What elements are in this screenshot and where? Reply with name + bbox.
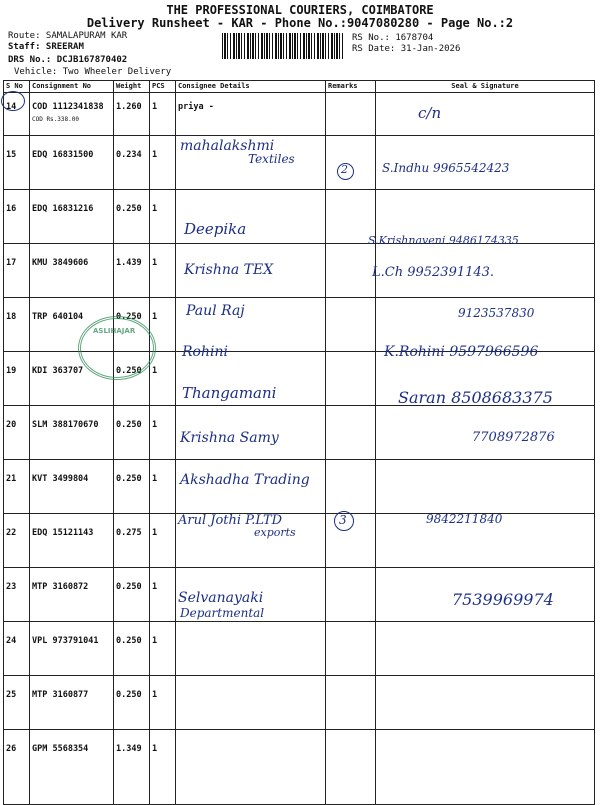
row-weight: 0.234 — [114, 136, 150, 190]
row-pcs: 1 — [150, 244, 176, 298]
vehicle-label: Vehicle: Two Wheeler Delivery — [14, 67, 172, 77]
row-pcs: 1 — [150, 676, 176, 730]
row-weight: 0.250 — [114, 568, 150, 622]
handwritten-name-20: Rohini — [182, 344, 228, 360]
handwritten-name-15b: Textiles — [248, 152, 295, 166]
stamp-text: ASLIHAJAR — [93, 327, 136, 335]
row-consignment: TRP 640104 — [30, 298, 114, 352]
signature-19: 9123537830 — [458, 306, 535, 320]
row-pcs: 1 — [150, 136, 176, 190]
handwritten-name-15: mahalakshmi — [180, 138, 275, 154]
handwritten-name-23: Akshadha Trading — [180, 472, 310, 488]
row-remarks — [326, 244, 376, 298]
row-remarks — [326, 460, 376, 514]
row-consignment: KVT 3499804 — [30, 460, 114, 514]
handwritten-name-26: Selvanayaki — [178, 590, 264, 606]
handwritten-name-24: Arul Jothi P.LTD — [178, 513, 283, 528]
signature-14: c/n — [418, 104, 442, 122]
table-row — [4, 514, 595, 568]
row-sno: 25 — [4, 676, 30, 730]
row-remarks — [326, 406, 376, 460]
row-consignment: MTP 3160872 — [30, 568, 114, 622]
row-sno: 19 — [4, 352, 30, 406]
row-signature — [376, 622, 595, 676]
row-weight: 1.260 — [114, 93, 150, 136]
row-sno: 23 — [4, 568, 30, 622]
signature-18: L.Ch 9952391143. — [372, 265, 495, 280]
row-sno: 21 — [4, 460, 30, 514]
row-pcs: 1 — [150, 406, 176, 460]
row-weight: 1.349 — [114, 730, 150, 805]
row-pcs: 1 — [150, 298, 176, 352]
row-weight: 0.250 — [114, 352, 150, 406]
row-signature — [376, 460, 595, 514]
row-remarks — [326, 352, 376, 406]
table-row — [4, 244, 595, 298]
signature-21: Saran 8508683375 — [398, 388, 553, 407]
barcode-image — [222, 33, 345, 59]
row-consignee: priya - — [176, 93, 326, 136]
remark-24: 3 — [339, 513, 347, 527]
handwritten-name-21: Thangamani — [182, 384, 277, 402]
drs-number: DRS No.: DCJB167870402 — [8, 55, 128, 65]
row-consignment: EDQ 16831216 — [30, 190, 114, 244]
table-row — [4, 93, 595, 136]
col-remarks: Remarks — [326, 81, 376, 93]
col-pcs: PCS — [150, 81, 176, 93]
table-row — [4, 730, 595, 805]
row-consignment: KMU 3849606 — [30, 244, 114, 298]
staff-label: Staff: SREERAM — [8, 42, 84, 52]
row-remarks — [326, 622, 376, 676]
handwritten-name-26b: Departmental — [180, 606, 265, 620]
route-label: Route: SAMALAPURAM KAR — [8, 31, 128, 41]
row-remarks — [326, 730, 376, 805]
company-seal — [78, 316, 156, 380]
row-remarks — [326, 136, 376, 190]
row-weight: 0.250 — [114, 622, 150, 676]
handwritten-name-17: Deepika — [184, 220, 247, 238]
row-consignment: GPM 5568354 — [30, 730, 114, 805]
handwritten-name-24b: exports — [254, 526, 296, 539]
row-pcs: 1 — [150, 190, 176, 244]
row-sno: 15 — [4, 136, 30, 190]
row-weight: 0.250 — [114, 406, 150, 460]
handwritten-name-22: Krishna Samy — [180, 430, 279, 446]
handwritten-name-19: Paul Raj — [186, 303, 245, 319]
col-sno: S No — [4, 81, 30, 93]
row-sno: 24 — [4, 622, 30, 676]
row-sno: 14 — [4, 93, 30, 136]
row-sno: 26 — [4, 730, 30, 805]
row-weight: 0.275 — [114, 514, 150, 568]
col-signature: Seal & Signature — [376, 81, 595, 93]
row-consignment: KDI 363707 — [30, 352, 114, 406]
row-weight: 0.250 — [114, 298, 150, 352]
row-consignment: EDQ 15121143 — [30, 514, 114, 568]
row-remarks — [326, 93, 376, 136]
row-sno: 20 — [4, 406, 30, 460]
row-sno: 17 — [4, 244, 30, 298]
sno-14-circle-mark — [1, 91, 25, 111]
row-weight: 0.250 — [114, 676, 150, 730]
row-consignment — [30, 93, 114, 136]
row-remarks — [326, 568, 376, 622]
row-sno: 18 — [4, 298, 30, 352]
row-pcs: 1 — [150, 622, 176, 676]
col-weight: Weight — [114, 81, 150, 93]
table-row — [4, 622, 595, 676]
table-header-row — [4, 81, 595, 93]
col-consignment: Consignment No — [30, 81, 114, 93]
signature-24: 9842211840 — [426, 512, 503, 526]
rs-date: RS Date: 31-Jan-2026 — [352, 44, 461, 54]
row-remarks — [326, 676, 376, 730]
row-consignment: VPL 973791041 — [30, 622, 114, 676]
row-consignee — [176, 622, 326, 676]
row-signature — [376, 730, 595, 805]
signature-17: S.Krishnaveni 9486174335 — [368, 234, 519, 247]
row-weight: 0.250 — [114, 190, 150, 244]
consignment-number: COD 1112341838 — [32, 102, 104, 112]
row-signature — [376, 676, 595, 730]
runsheet-title: THE PROFESSIONAL COURIERS, COIMBATORE — [166, 3, 434, 17]
row-pcs: 1 — [150, 568, 176, 622]
signature-26: 7539969974 — [452, 590, 554, 609]
row-consignee — [176, 676, 326, 730]
remark-15: 2 — [341, 163, 348, 176]
row-signature — [376, 93, 595, 136]
row-pcs: 1 — [150, 352, 176, 406]
row-weight: 1.439 — [114, 244, 150, 298]
cod-amount: COD Rs.338.00 — [32, 116, 79, 123]
row-pcs: 1 — [150, 460, 176, 514]
row-pcs: 1 — [150, 514, 176, 568]
row-remarks — [326, 298, 376, 352]
row-sno: 16 — [4, 190, 30, 244]
signature-15: S.Indhu 9965542423 — [382, 161, 510, 175]
col-consignee: Consignee Details — [176, 81, 326, 93]
row-sno: 22 — [4, 514, 30, 568]
row-consignee — [176, 730, 326, 805]
handwritten-name-18: Krishna TEX — [184, 262, 274, 278]
row-consignment: EDQ 16831500 — [30, 136, 114, 190]
runsheet-subtitle: Delivery Runsheet - KAR - Phone No.:9047080280 - Page No.:2 — [86, 16, 514, 30]
row-consignment: SLM 388170670 — [30, 406, 114, 460]
rs-number: RS No.: 1678704 — [352, 33, 434, 43]
row-pcs: 1 — [150, 93, 176, 136]
row-consignment: MTP 3160877 — [30, 676, 114, 730]
signature-22: 7708972876 — [472, 430, 555, 445]
row-pcs: 1 — [150, 730, 176, 805]
row-weight: 0.250 — [114, 460, 150, 514]
signature-20: K.Rohini 9597966596 — [384, 344, 539, 360]
table-row — [4, 676, 595, 730]
